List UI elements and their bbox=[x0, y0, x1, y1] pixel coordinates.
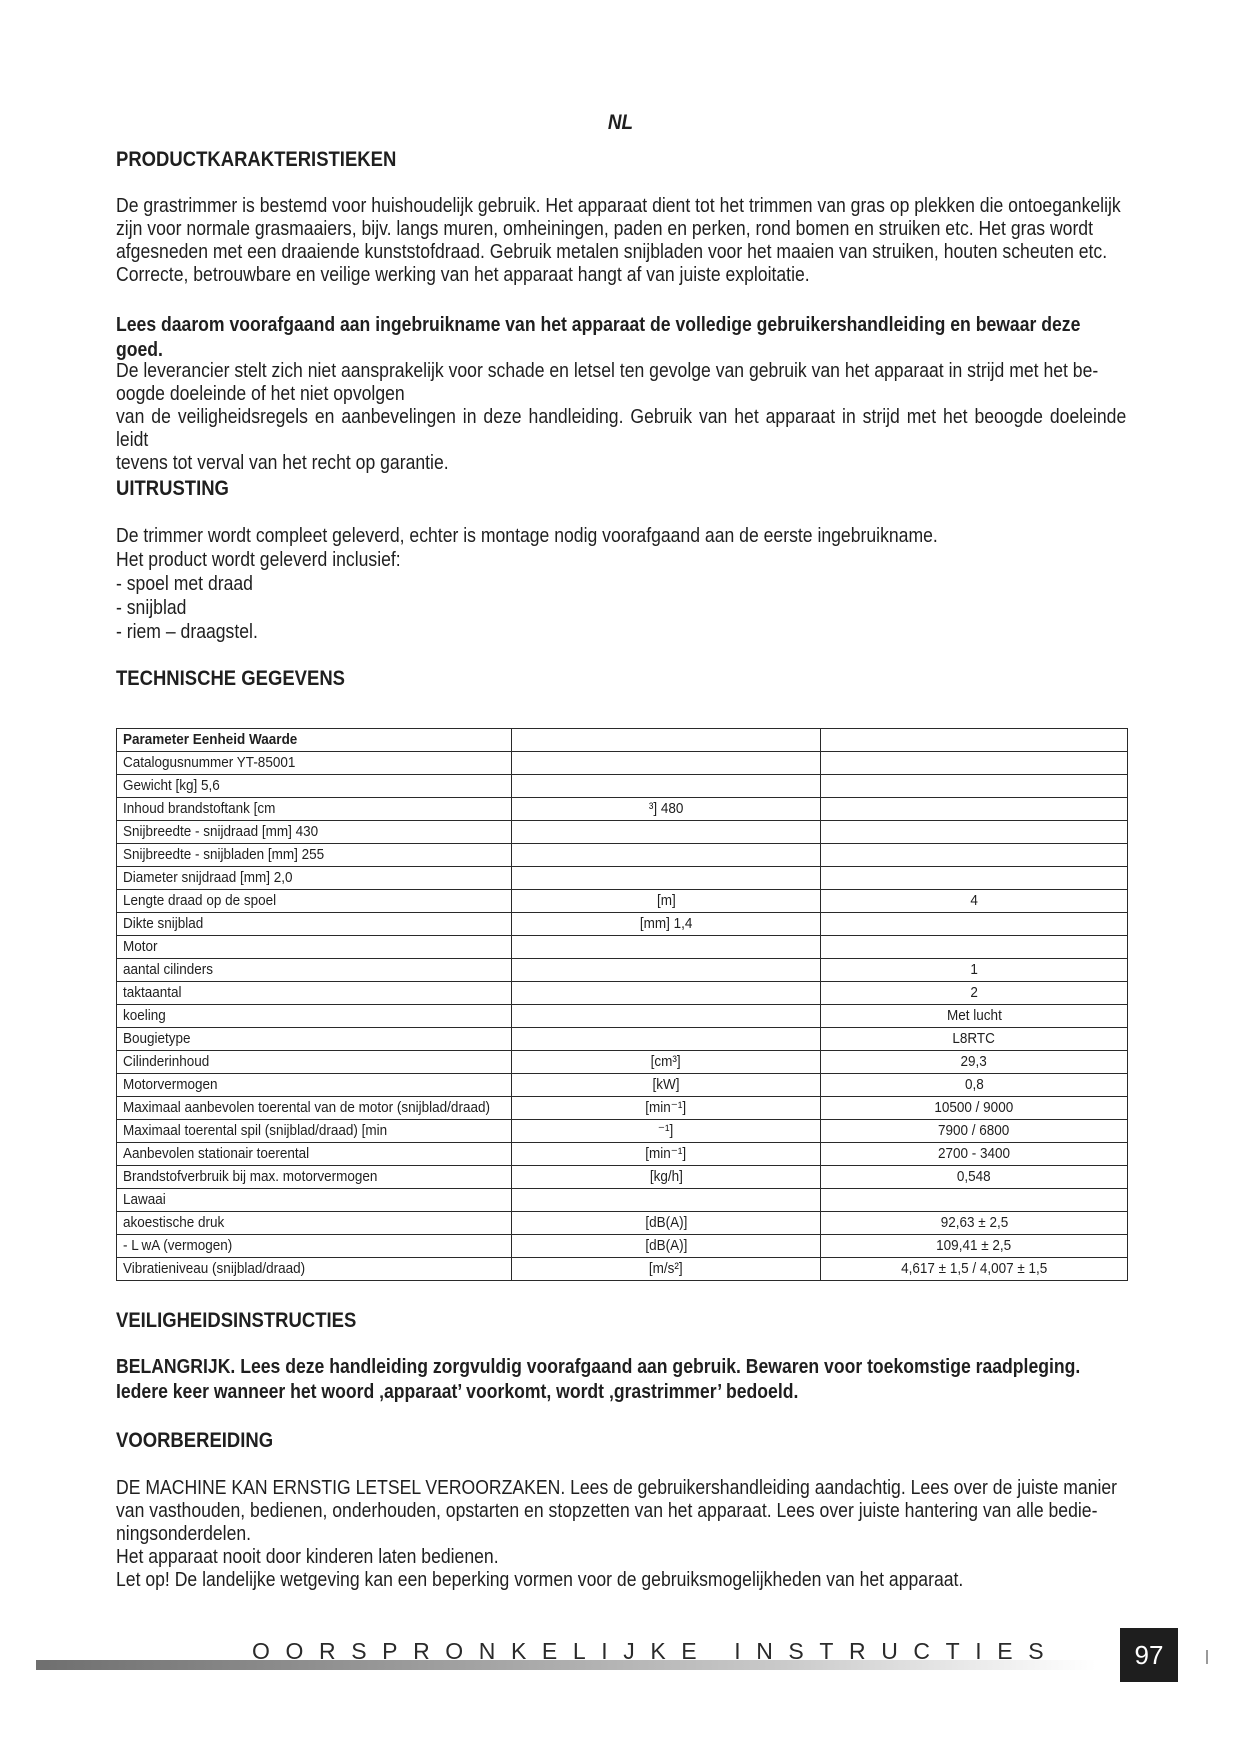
table-row bbox=[117, 867, 1128, 890]
table-cell bbox=[512, 867, 821, 890]
table-cell: Motor bbox=[117, 936, 512, 959]
table-cell bbox=[512, 959, 821, 982]
table-row bbox=[117, 1143, 1128, 1166]
table-cell: Vibratieniveau (snijblad/draad) bbox=[117, 1258, 512, 1281]
table-cell: Dikte snijblad bbox=[117, 913, 512, 936]
table-row bbox=[117, 798, 1128, 821]
table-cell bbox=[512, 936, 821, 959]
table-row bbox=[117, 729, 1128, 752]
table-cell bbox=[821, 798, 1128, 821]
table-cell: Snijbreedte - snijdraad [mm] 430 bbox=[117, 821, 512, 844]
footer-text: OORSPRONKELIJKE INSTRUCTIES bbox=[252, 1638, 1060, 1664]
safety-bold bbox=[116, 1355, 1126, 1405]
table-cell bbox=[821, 1189, 1128, 1212]
table-cell: [m] bbox=[512, 890, 821, 913]
table-cell: Brandstofverbruik bij max. motorvermogen bbox=[117, 1166, 512, 1189]
table-row bbox=[117, 1005, 1128, 1028]
table-cell: 2 bbox=[821, 982, 1128, 1005]
equipment-line: - spoel met draad bbox=[116, 573, 253, 595]
table-cell: 29,3 bbox=[821, 1051, 1128, 1074]
table-cell: Inhoud brandstoftank [cm bbox=[117, 798, 512, 821]
table-cell: [cm³] bbox=[512, 1051, 821, 1074]
equipment-section bbox=[116, 476, 1126, 501]
table-cell bbox=[512, 1028, 821, 1051]
table-row bbox=[117, 1235, 1128, 1258]
table-cell: [dB(A)] bbox=[512, 1235, 821, 1258]
bold-note-text: Lees daarom voorafgaand aan ingebruikname van het apparaat de volledige gebruikershandleiding en bewaar deze goed. bbox=[116, 314, 1081, 361]
table-cell: L8RTC bbox=[821, 1028, 1128, 1051]
table-cell: 0,8 bbox=[821, 1074, 1128, 1097]
preparation-line: Let op! De landelijke wetgeving kan een beperking vormen voor de gebruiksmogelijkheden van het apparaat. bbox=[116, 1569, 964, 1591]
table-row bbox=[117, 844, 1128, 867]
table-cell: 92,63 ± 2,5 bbox=[821, 1212, 1128, 1235]
table-cell: ³] 480 bbox=[512, 798, 821, 821]
table-cell bbox=[512, 844, 821, 867]
equipment-line: Het product wordt geleverd inclusief: bbox=[116, 549, 401, 571]
liability-line: oogde doeleinde of het niet opvolgen bbox=[116, 383, 405, 405]
table-row bbox=[117, 982, 1128, 1005]
table-cell bbox=[821, 752, 1128, 775]
equipment-line: - riem – draagstel. bbox=[116, 621, 258, 643]
bold-note bbox=[116, 313, 1126, 363]
product-section bbox=[116, 147, 1126, 172]
preparation-line: van vasthouden, bedienen, onderhouden, opstarten en stopzetten van het apparaat. Lees over juiste hantering van alle bedie- bbox=[116, 1500, 1098, 1522]
product-intro bbox=[116, 195, 1126, 287]
equipment-line: - snijblad bbox=[116, 597, 187, 619]
table-cell: koeling bbox=[117, 1005, 512, 1028]
table-cell bbox=[821, 729, 1128, 752]
safety-bold-line: BELANGRIJK. Lees deze handleiding zorgvuldig voorafgaand aan gebruik. Bewaren voor toekomstige raadpleging. bbox=[116, 1356, 1081, 1378]
table-cell: Maximaal aanbevolen toerental van de motor (snijblad/draad) bbox=[117, 1097, 512, 1120]
table-cell: 109,41 ± 2,5 bbox=[821, 1235, 1128, 1258]
table-cell: 1 bbox=[821, 959, 1128, 982]
preparation-line: Het apparaat nooit door kinderen laten bedienen. bbox=[116, 1546, 499, 1568]
table-cell: Motorvermogen bbox=[117, 1074, 512, 1097]
preparation-title: VOORBEREIDING bbox=[116, 1429, 274, 1452]
preparation-line: ningsonderdelen. bbox=[116, 1523, 252, 1545]
equipment-line: De trimmer wordt compleet geleverd, echter is montage nodig voorafgaand aan de eerste ingebruikname. bbox=[116, 525, 938, 547]
safety-section bbox=[116, 1308, 1126, 1333]
table-cell: akoestische druk bbox=[117, 1212, 512, 1235]
table-cell: Gewicht [kg] 5,6 bbox=[117, 775, 512, 798]
page-number: 97 bbox=[1120, 1628, 1178, 1682]
equipment-list bbox=[116, 524, 1126, 644]
table-cell: Parameter Eenheid Waarde bbox=[117, 729, 512, 752]
table-cell: Maximaal toerental spil (snijblad/draad) [min bbox=[117, 1120, 512, 1143]
table-cell: Snijbreedte - snijbladen [mm] 255 bbox=[117, 844, 512, 867]
table-cell: ⁻¹] bbox=[512, 1120, 821, 1143]
table-row bbox=[117, 1120, 1128, 1143]
table-cell bbox=[821, 867, 1128, 890]
table-row bbox=[117, 1166, 1128, 1189]
footer-tick bbox=[1206, 1650, 1208, 1664]
table-cell: taktaantal bbox=[117, 982, 512, 1005]
preparation-text bbox=[116, 1477, 1126, 1592]
table-cell: 7900 / 6800 bbox=[821, 1120, 1128, 1143]
table-cell: Diameter snijdraad [mm] 2,0 bbox=[117, 867, 512, 890]
intro-line: Correcte, betrouwbare en veilige werking van het apparaat hangt af van juiste exploitatie. bbox=[116, 264, 810, 286]
table-cell: [m/s²] bbox=[512, 1258, 821, 1281]
table-cell: Catalogusnummer YT-85001 bbox=[117, 752, 512, 775]
table-cell: [mm] 1,4 bbox=[512, 913, 821, 936]
technical-title: TECHNISCHE GEGEVENS bbox=[116, 667, 345, 690]
technical-table bbox=[116, 728, 1128, 1281]
technical-section bbox=[116, 666, 1126, 691]
safety-bold-line: Iedere keer wanneer het woord ‚apparaat’ voorkomt, wordt ‚grastrimmer’ bedoeld. bbox=[116, 1381, 799, 1403]
equipment-title: UITRUSTING bbox=[116, 477, 229, 500]
liability-text bbox=[116, 360, 1126, 475]
table-cell: 2700 - 3400 bbox=[821, 1143, 1128, 1166]
table-cell bbox=[821, 775, 1128, 798]
table-cell: [min⁻¹] bbox=[512, 1143, 821, 1166]
table-cell: [kW] bbox=[512, 1074, 821, 1097]
table-cell: [kg/h] bbox=[512, 1166, 821, 1189]
table-row bbox=[117, 752, 1128, 775]
liability-line: tevens tot verval van het recht op garantie. bbox=[116, 452, 449, 474]
product-title: PRODUCTKARAKTERISTIEKEN bbox=[116, 148, 397, 171]
table-cell bbox=[821, 936, 1128, 959]
table-cell bbox=[821, 913, 1128, 936]
table-cell bbox=[512, 821, 821, 844]
intro-line: zijn voor normale grasmaaiers, bijv. langs muren, omheiningen, paden en perken, rond bomen en struiken etc. Het gras wordt bbox=[116, 218, 1093, 240]
table-cell bbox=[512, 752, 821, 775]
table-cell bbox=[512, 1005, 821, 1028]
table-cell bbox=[821, 844, 1128, 867]
table-cell: 4,617 ± 1,5 / 4,007 ± 1,5 bbox=[821, 1258, 1128, 1281]
table-row bbox=[117, 1212, 1128, 1235]
table-cell: Aanbevolen stationair toerental bbox=[117, 1143, 512, 1166]
table-row bbox=[117, 959, 1128, 982]
table-row bbox=[117, 1051, 1128, 1074]
liability-line: van de veiligheidsregels en aanbevelingen in deze handleiding. Gebruik van het apparaat in strijd met het beoogde doeleinde leidt bbox=[116, 406, 1127, 451]
table-row bbox=[117, 890, 1128, 913]
table-cell: [min⁻¹] bbox=[512, 1097, 821, 1120]
intro-line: afgesneden met een draaiende kunststofdraad. Gebruik metalen snijbladen voor het maaien van struiken, houten scheuten etc. bbox=[116, 241, 1108, 263]
table-cell: [dB(A)] bbox=[512, 1212, 821, 1235]
table-cell: Bougietype bbox=[117, 1028, 512, 1051]
table-cell bbox=[512, 729, 821, 752]
safety-title: VEILIGHEIDSINSTRUCTIES bbox=[116, 1309, 357, 1332]
table-row bbox=[117, 775, 1128, 798]
table-cell: Met lucht bbox=[821, 1005, 1128, 1028]
table-row bbox=[117, 913, 1128, 936]
table-cell: Cilinderinhoud bbox=[117, 1051, 512, 1074]
intro-line: De grastrimmer is bestemd voor huishoudelijk gebruik. Het apparaat dient tot het trimmen van gras op plekken die ontoegankelijk bbox=[116, 195, 1121, 217]
liability-line: De leverancier stelt zich niet aansprakelijk voor schade en letsel ten gevolge van gebruik van het apparaat in strijd met het be- bbox=[116, 360, 1099, 382]
table-row bbox=[117, 821, 1128, 844]
preparation-section bbox=[116, 1428, 1126, 1453]
table-cell: Lawaai bbox=[117, 1189, 512, 1212]
table-cell bbox=[512, 982, 821, 1005]
table-cell: - L wA (vermogen) bbox=[117, 1235, 512, 1258]
table-cell: aantal cilinders bbox=[117, 959, 512, 982]
table-cell: Lengte draad op de spoel bbox=[117, 890, 512, 913]
table-cell bbox=[512, 1189, 821, 1212]
table-cell: 0,548 bbox=[821, 1166, 1128, 1189]
table-row bbox=[117, 1028, 1128, 1051]
table-row bbox=[117, 1097, 1128, 1120]
table-cell bbox=[821, 821, 1128, 844]
table-cell: 4 bbox=[821, 890, 1128, 913]
table-cell: 10500 / 9000 bbox=[821, 1097, 1128, 1120]
table-cell bbox=[512, 775, 821, 798]
language-code: NL bbox=[607, 111, 634, 134]
table-row bbox=[117, 936, 1128, 959]
preparation-line: DE MACHINE KAN ERNSTIG LETSEL VEROORZAKEN. Lees de gebruikershandleiding aandachtig. Lees over de juiste manier bbox=[116, 1477, 1118, 1499]
table-row bbox=[117, 1258, 1128, 1281]
table-row bbox=[117, 1189, 1128, 1212]
table-row bbox=[117, 1074, 1128, 1097]
